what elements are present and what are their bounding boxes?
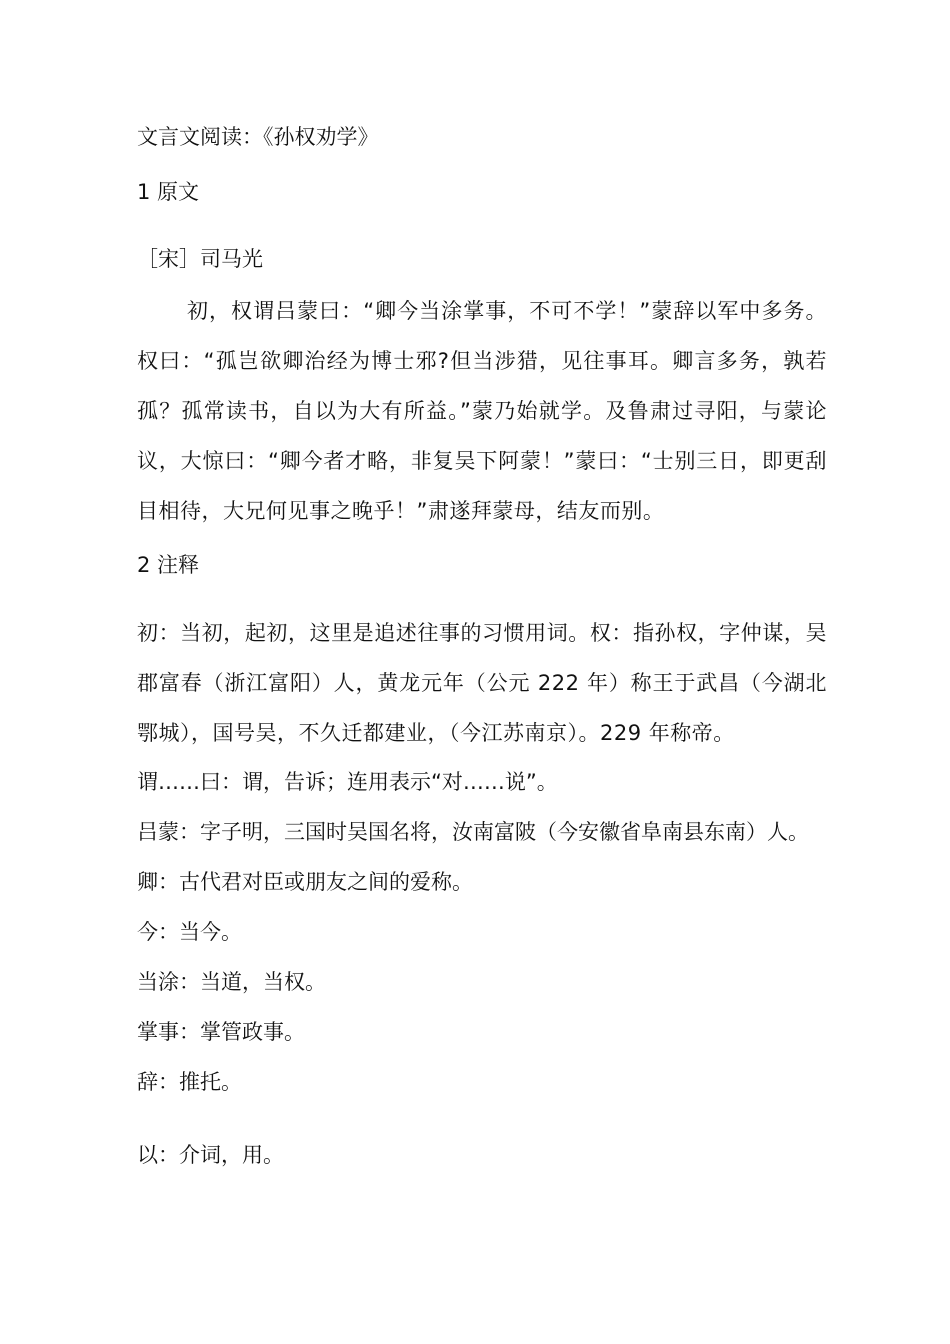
note-yi: 以：介词，用。: [137, 1143, 284, 1167]
section-heading-notes: 2 注释: [137, 553, 200, 577]
note-dang-tu: 当涂：当道，当权。: [137, 970, 326, 994]
note-ci: 辞：推托。: [137, 1070, 242, 1094]
note-lv-meng: 吕蒙：字子明，三国时吴国名将，汝南富陂（今安徽省阜南县东南）人。: [137, 820, 809, 844]
section-heading-original: 1 原文: [137, 180, 200, 204]
document-title: 文言文阅读：《孙权劝学》: [137, 125, 379, 149]
note-jin: 今：当今。: [137, 920, 242, 944]
original-text-paragraph: 初，权谓吕蒙曰：“卿今当涂掌事，不可不学！”蒙辞以军中多务。权曰：“孤岂欲卿治经为博士邪?但当涉猎，见往事耳。卿言多务，孰若孤？孤常读书，自以为大有所益。”蒙乃始就学。及鲁肃过寻阳，与蒙论议，大惊曰：“卿今者才略，非复吴下阿蒙！”蒙曰：“士别三日，即更刮目相待，大兄何见事之晚乎！”肃遂拜蒙母，结友而别。: [137, 299, 827, 523]
note-qing: 卿：古代君对臣或朋友之间的爱称。: [137, 870, 473, 894]
note-wei-yue: 谓……曰：谓，告诉；连用表示“对……说”。: [137, 770, 558, 794]
author-line: ［宋］司马光: [137, 247, 263, 271]
note-chu-quan: 初：当初，起初，这里是追述往事的习惯用词。权：指孙权，字仲谋，吴郡富春（浙江富阳）人，黄龙元年（公元 222 年）称王于武昌（今湖北鄂城），国号吴，不久迁都建业，（今江苏南京）。229 年称帝。: [137, 621, 827, 745]
note-zhang-shi: 掌事：掌管政事。: [137, 1020, 305, 1044]
